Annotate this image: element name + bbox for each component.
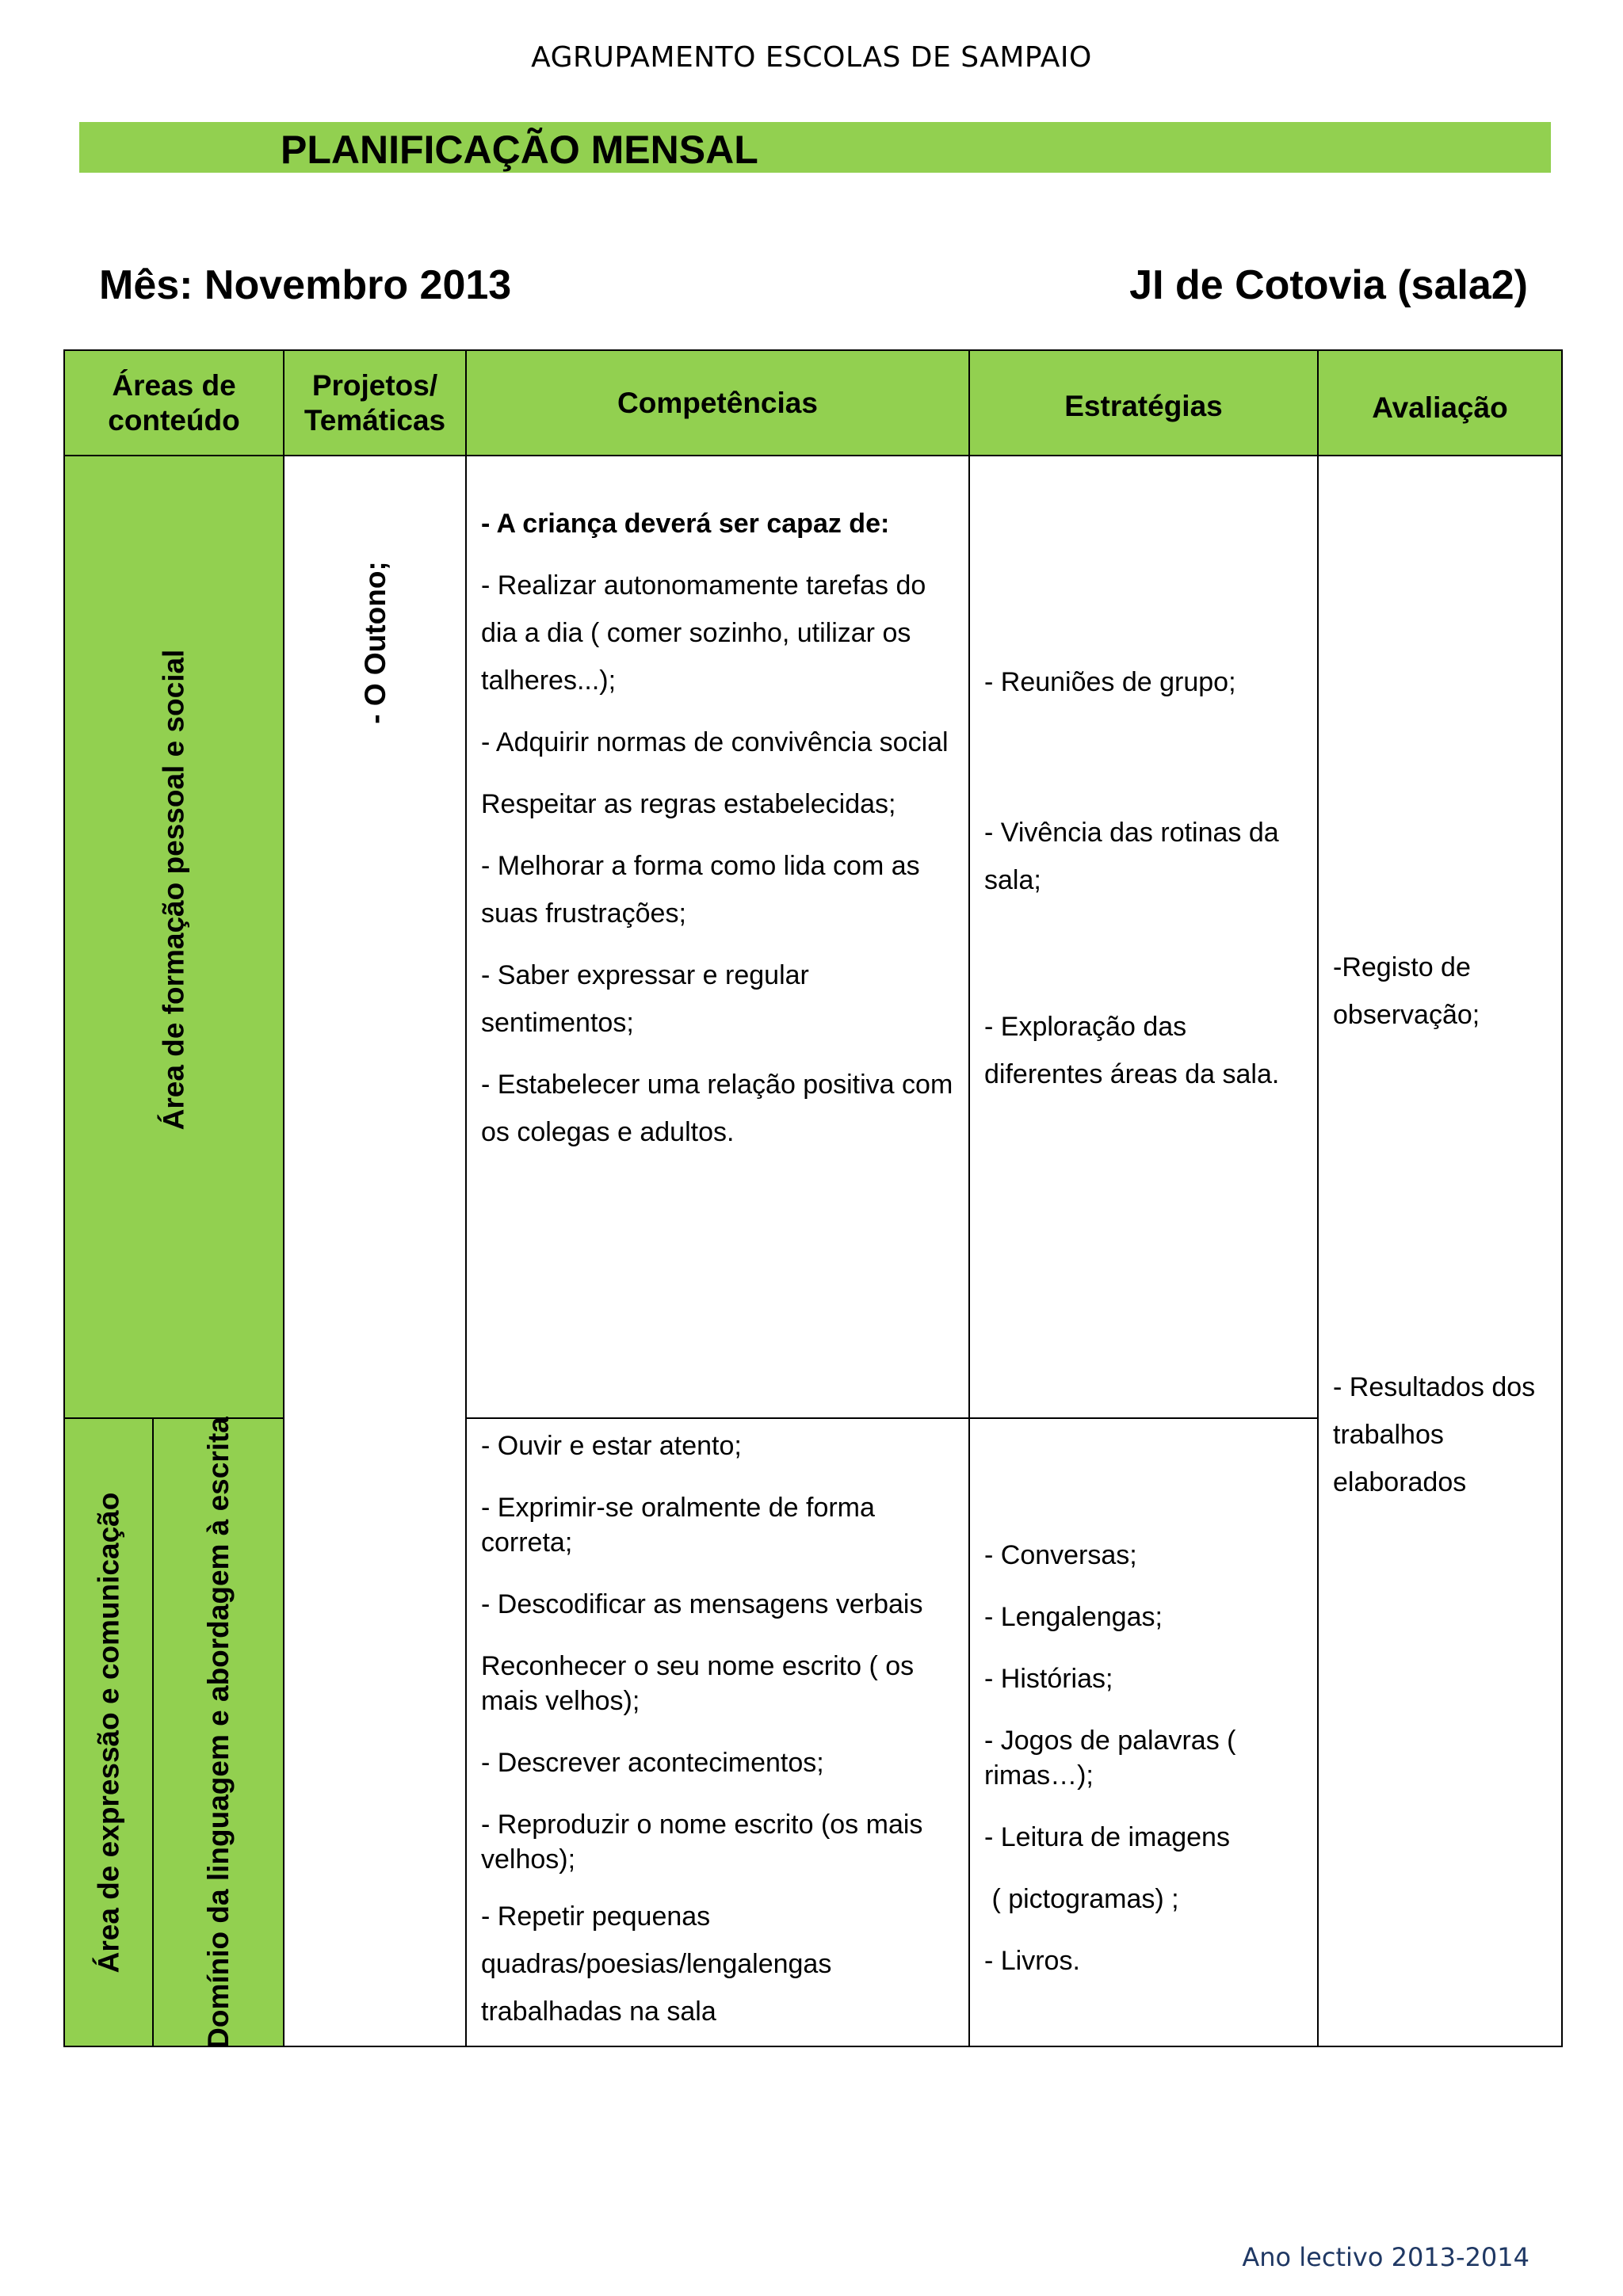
estrategia-item: - Conversas;: [984, 1540, 1137, 1570]
avaliacao-item: -Registo de observação;: [1333, 952, 1480, 1030]
estrategias-row1: [968, 455, 1317, 1417]
area-formacao-label: Área de formação pessoal e social: [157, 649, 190, 1130]
competencia-item: - Saber expressar e regular sentimentos;: [481, 960, 809, 1038]
estrategia-item: - Leitura de imagens: [984, 1822, 1230, 1852]
avaliacao-cell: [1317, 455, 1561, 2046]
estrategia-item: - Livros.: [984, 1946, 1080, 1976]
column-header-competencias: Competências: [465, 351, 968, 455]
title-bar: [79, 122, 1551, 173]
competencia-item: - Ouvir e estar atento;: [481, 1431, 742, 1461]
avaliacao-item: - Resultados dos trabalhos elaborados: [1333, 1372, 1536, 1497]
projetos-cell: [283, 455, 465, 2046]
estrategia-item: ( pictogramas) ;: [984, 1884, 1179, 1914]
footer-school-year: Ano lectivo 2013-2014: [1242, 2242, 1529, 2272]
column-header-projetos: Projetos/ Temáticas: [283, 351, 465, 455]
area-formacao-pessoal: [65, 455, 283, 1417]
estrategia-item: - Jogos de palavras ( rimas…);: [984, 1726, 1236, 1791]
month-label: Mês: Novembro 2013: [99, 262, 512, 308]
competencia-item: - Descrever acontecimentos;: [481, 1748, 824, 1778]
school-header: AGRUPAMENTO ESCOLAS DE SAMPAIO: [531, 41, 1092, 74]
page-title: PLANIFICAÇÃO MENSAL: [281, 128, 758, 172]
competencia-item: Reconhecer o seu nome escrito ( os mais velhos);: [481, 1651, 915, 1716]
competencia-item: - Reproduzir o nome escrito (os mais velhos);: [481, 1810, 923, 1875]
competencia-item: Respeitar as regras estabelecidas;: [481, 789, 896, 819]
dominio-linguagem-label: Domínio da linguagem e abordagem à escrita: [201, 1416, 235, 2049]
estrategia-item: - Exploração das diferentes áreas da sala.: [984, 1012, 1280, 1089]
estrategia-item: - Lengalengas;: [984, 1602, 1163, 1632]
competencia-item: - Estabelecer uma relação positiva com os colegas e adultos.: [481, 1070, 953, 1147]
competencia-item: - Realizar autonomamente tarefas do dia a dia ( comer sozinho, utilizar os talheres...);: [481, 570, 926, 696]
estrategia-item: - Reuniões de grupo;: [984, 667, 1236, 697]
column-header-areas: Áreas de conteúdo: [65, 351, 283, 455]
competencia-item: - Adquirir normas de convivência social: [481, 727, 949, 757]
estrategia-item: - Histórias;: [984, 1664, 1113, 1694]
competencia-item: - Exprimir-se oralmente de forma correta;: [481, 1493, 875, 1558]
area-expressao-label: Área de expressão e comunicação: [92, 1492, 125, 1973]
class-label: JI de Cotovia (sala2): [1129, 262, 1528, 308]
dominio-linguagem: [152, 1416, 283, 2049]
estrategias-row2: [968, 1417, 1317, 2046]
column-header-estrategias: Estratégias: [968, 351, 1317, 455]
project-label: - O Outono;: [359, 561, 391, 724]
column-header-avaliacao: Avaliação: [1317, 351, 1561, 455]
estrategia-item: - Vivência das rotinas da sala;: [984, 818, 1279, 895]
competencias-intro: - A criança deverá ser capaz de:: [481, 509, 890, 539]
planning-table: [63, 349, 1563, 2047]
competencia-item: - Descodificar as mensagens verbais: [481, 1589, 923, 1619]
competencias-row2: [465, 1417, 968, 2046]
area-expressao-comunicacao: [65, 1417, 152, 2046]
competencia-item: - Melhorar a forma como lida com as suas frustrações;: [481, 851, 920, 929]
competencia-item: - Repetir pequenas quadras/poesias/lengalengas trabalhadas na sala: [481, 1901, 832, 2027]
competencias-row1: [465, 455, 968, 1417]
